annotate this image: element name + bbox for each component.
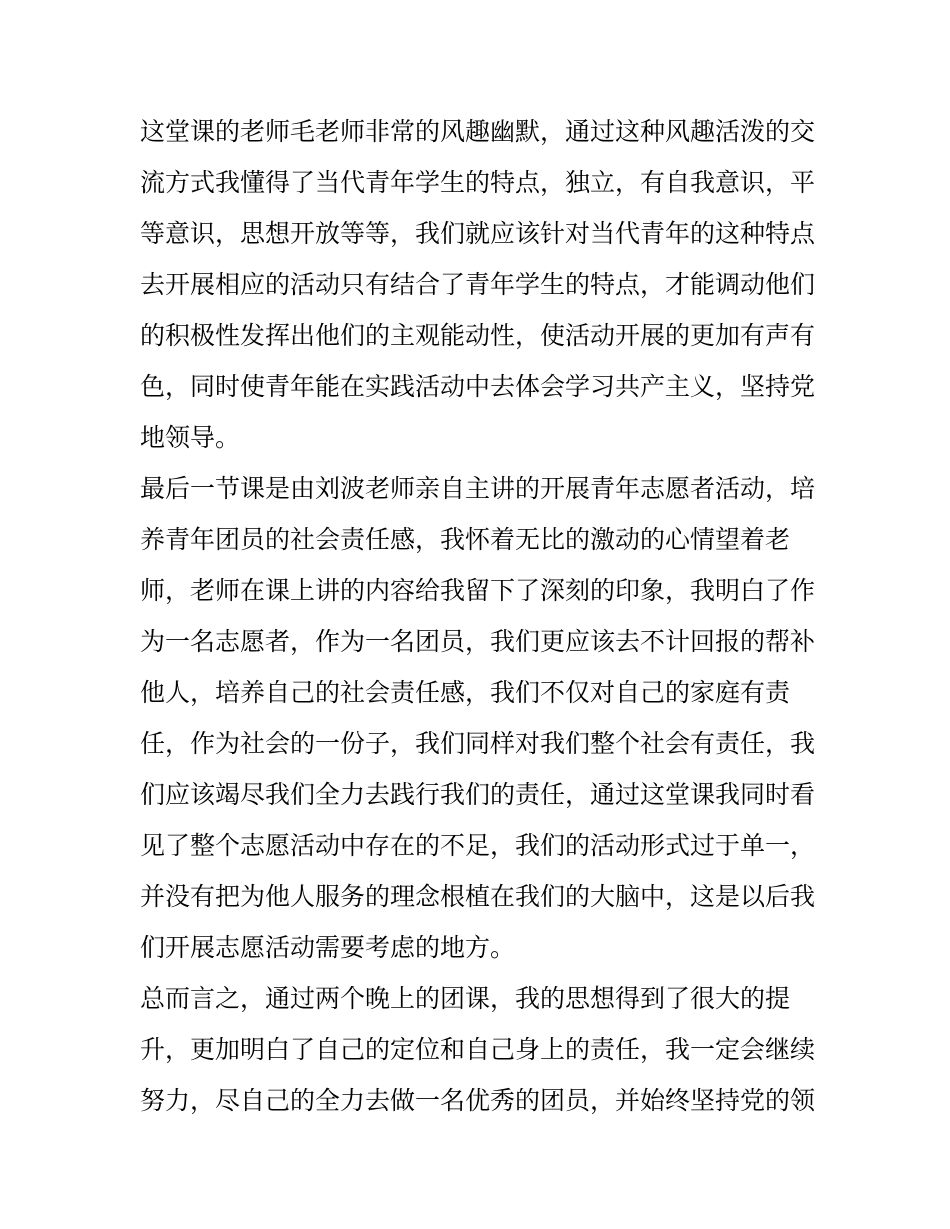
text-line: 的积极性发挥出他们的主观能动性，使活动开展的更加有声有 xyxy=(140,321,816,350)
text-line: 们开展志愿活动需要考虑的地方。 xyxy=(140,933,516,962)
text-line: 这堂课的老师毛老师非常的风趣幽默，通过这种风趣活泼的交 xyxy=(140,117,816,146)
text-line: 并没有把为他人服务的理念根植在我们的大脑中，这是以后我 xyxy=(140,882,816,911)
paragraph-3 xyxy=(140,973,816,1126)
text-line: 为一名志愿者，作为一名团员，我们更应该去不计回报的帮补 xyxy=(140,627,816,656)
text-line: 养青年团员的社会责任感，我怀着无比的激动的心情望着老 xyxy=(140,525,791,554)
text-line: 师，老师在课上讲的内容给我留下了深刻的印象，我明白了作 xyxy=(140,576,816,605)
text-line: 去开展相应的活动只有结合了青年学生的特点，才能调动他们 xyxy=(140,270,816,299)
text-line: 色，同时使青年能在实践活动中去体会学习共产主义，坚持党 xyxy=(140,372,816,401)
text-line: 任，作为社会的一份子，我们同样对我们整个社会有责任，我 xyxy=(140,729,816,758)
text-line: 努力，尽自己的全力去做一名优秀的团员，并始终坚持党的领 xyxy=(140,1086,816,1115)
text-line: 等意识，思想开放等等，我们就应该针对当代青年的这种特点 xyxy=(140,219,816,248)
text-line: 总而言之，通过两个晚上的团课，我的思想得到了很大的提 xyxy=(140,984,791,1013)
paragraph-2 xyxy=(140,463,816,973)
text-line: 流方式我懂得了当代青年学生的特点，独立，有自我意识，平 xyxy=(140,168,816,197)
text-line: 们应该竭尽我们全力去践行我们的责任，通过这堂课我同时看 xyxy=(140,780,816,809)
text-line: 升，更加明白了自己的定位和自己身上的责任，我一定会继续 xyxy=(140,1035,816,1064)
text-line: 地领导。 xyxy=(140,423,241,452)
text-line: 他人，培养自己的社会责任感，我们不仅对自己的家庭有责 xyxy=(140,678,791,707)
text-line: 见了整个志愿活动中存在的不足，我们的活动形式过于单一， xyxy=(140,831,816,860)
document-body xyxy=(140,106,816,1126)
text-line: 最后一节课是由刘波老师亲自主讲的开展青年志愿者活动，培 xyxy=(140,474,816,503)
paragraph-1 xyxy=(140,106,816,463)
